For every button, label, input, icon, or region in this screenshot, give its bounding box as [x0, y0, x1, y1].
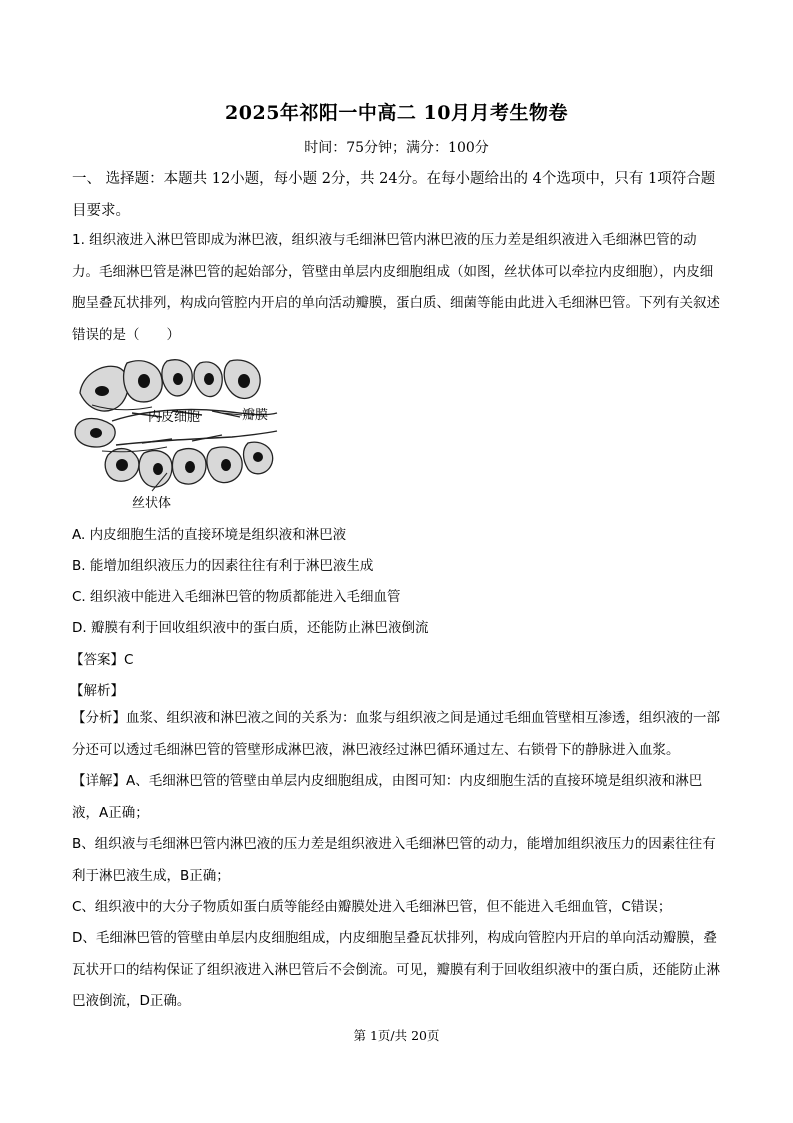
answer: 【答案】C — [70, 652, 134, 668]
page-footer: 第 1页/共 20页 — [353, 1028, 440, 1043]
figure-label-endothelial: 内皮细胞 — [148, 410, 201, 425]
exam-time-score: 时间：75分钟；满分：100分 — [304, 140, 489, 156]
figure-label-filament: 丝状体 — [132, 496, 172, 511]
detail-a: 【详解】A、毛细淋巴管的管壁由单层内皮细胞组成，由图可知：内皮细胞生活的直接环境是组织液和淋巴液，A正确； — [72, 773, 703, 821]
option-b: B. 能增加组织液压力的因素往往有利于淋巴液生成 — [72, 558, 374, 574]
analysis-label: 【解析】 — [70, 683, 124, 699]
analysis-text: 【分析】血浆、组织液和淋巴液之间的关系为：血浆与组织液之间是通过毛细血管壁相互渗透，组织液的一部分还可以透过毛细淋巴管的管壁形成淋巴液，淋巴液经过淋巴循环通过左、右锁骨下的静脉进入血浆。 — [72, 710, 720, 758]
option-c: C. 组织液中能进入毛细淋巴管的物质都能进入毛细血管 — [72, 589, 401, 605]
section-heading: 一、 选择题：本题共 12小题，每小题 2分，共 24分。在每小题给出的 4个选项中，只有 1项符合题目要求。 — [72, 171, 716, 219]
detail-b: B、组织液与毛细淋巴管内淋巴液的压力差是组织液进入毛细淋巴管的动力，能增加组织液压力的因素往往有利于淋巴液生成，B正确； — [72, 836, 716, 884]
lymph-capillary-figure — [72, 355, 282, 515]
figure-label-valve: 瓣膜 — [242, 408, 269, 423]
option-d: D. 瓣膜有利于回收组织液中的蛋白质，还能防止淋巴液倒流 — [72, 620, 429, 636]
option-a: A. 内皮细胞生活的直接环境是组织液和淋巴液 — [72, 527, 347, 543]
detail-c: C、组织液中的大分子物质如蛋白质等能经由瓣膜处进入毛细淋巴管，但不能进入毛细血管，C错误； — [72, 899, 672, 915]
exam-title: 2025年祁阳一中高二 10月月考生物卷 — [225, 102, 568, 124]
question-stem: 1. 组织液进入淋巴管即成为淋巴液，组织液与毛细淋巴管内淋巴液的压力差是组织液进入毛细淋巴管的动力。毛细淋巴管是淋巴管的起始部分，管壁由单层内皮细胞组成（如图，丝状体可以牵拉内皮细胞），内皮细胞呈叠瓦状排列，构成向管腔内开启的单向活动瓣膜，蛋白质、细菌等能由此进入毛细淋巴管。下列有关叙述错误的是（ ） — [72, 232, 720, 343]
detail-d: D、毛细淋巴管的管壁由单层内皮细胞组成，内皮细胞呈叠瓦状排列，构成向管腔内开启的单向活动瓣膜，叠瓦状开口的结构保证了组织液进入淋巴管后不会倒流。可见，瓣膜有利于回收组织液中的蛋白质，还能防止淋巴液倒流，D正确。 — [72, 930, 720, 1009]
